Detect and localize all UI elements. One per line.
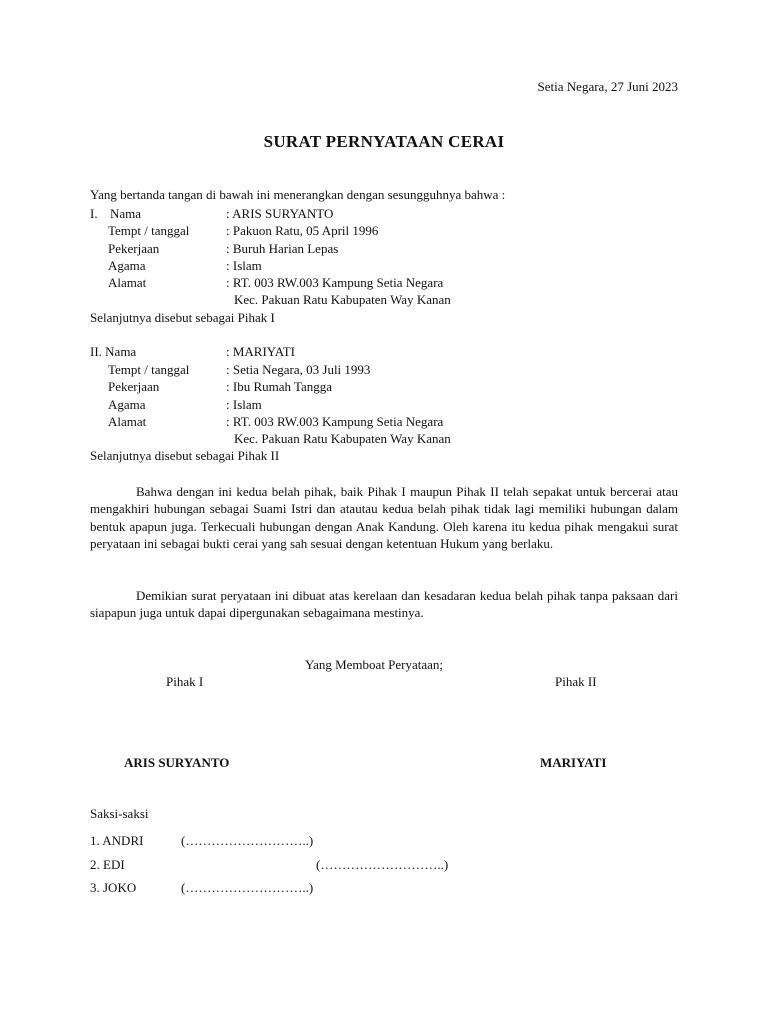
body-paragraph-2 xyxy=(90,587,678,622)
witness-2-blank: (………………………..) xyxy=(316,857,449,872)
signature-left-label: Pihak I xyxy=(166,674,204,689)
party1-label-ttl: Tempt / tanggal xyxy=(108,223,190,238)
party2-label-pekerjaan: Pekerjaan xyxy=(108,379,160,394)
document-title: SURAT PERNYATAAN CERAI xyxy=(263,132,505,151)
party1-alamat-line1: : RT. 003 RW.003 Kampung Setia Negara xyxy=(226,275,444,290)
party1-ttl: : Pakuon Ratu, 05 April 1996 xyxy=(226,223,379,238)
witness-3-blank: (………………………..) xyxy=(181,880,314,895)
body-paragraph-1-text: Bahwa dengan ini kedua belah pihak, baik Pihak I maupun Pihak II telah sepakat untuk bercerai atau mengakhiri hubungan sebagai Suami Istri dan atautau kedua belah pihak tidak lagi memiliki hubungan dalam bentuk apapun juga. Terkecuali hubungan dengan Anak Kandung. Oleh karena itu kedua pihak mengakui surat peryataan ini sebagai bukti cerai yang sah sesuai dengan ketentuan Hukum yang berlaku. xyxy=(90,484,678,552)
party2-agama: : Islam xyxy=(226,397,262,412)
party2-label-nama: II. Nama xyxy=(90,344,137,359)
witness-3-name: 3. JOKO xyxy=(90,880,137,895)
party1-pekerjaan: : Buruh Harian Lepas xyxy=(226,241,339,256)
party1-label-nama: Nama xyxy=(110,206,142,221)
signature-left-name: ARIS SURYANTO xyxy=(124,755,230,770)
witness-1-blank: (………………………..) xyxy=(181,833,314,848)
party1-label-pekerjaan: Pekerjaan xyxy=(108,241,160,256)
party1-agama: : Islam xyxy=(226,258,262,273)
party2-label-agama: Agama xyxy=(108,397,146,412)
witness-2-name: 2. EDI xyxy=(90,857,125,872)
party2-label-ttl: Tempt / tanggal xyxy=(108,362,190,377)
party2-alamat-line1: : RT. 003 RW.003 Kampung Setia Negara xyxy=(226,414,444,429)
party2-alamat-line2: Kec. Pakuan Ratu Kabupaten Way Kanan xyxy=(234,431,451,446)
party2-pekerjaan: : Ibu Rumah Tangga xyxy=(226,379,333,394)
party2-label-alamat: Alamat xyxy=(108,414,147,429)
signature-right-name: MARIYATI xyxy=(540,755,607,770)
party1-label-alamat: Alamat xyxy=(108,275,147,290)
body-paragraph-2-text: Demikian surat peryataan ini dibuat atas kerelaan dan kesadaran kedua belah pihak tanpa paksaan dari siapapun juga untuk dapai dipergunakan sebagaimana mestinya. xyxy=(90,588,678,621)
witnesses-heading: Saksi-saksi xyxy=(90,806,149,821)
intro-text: Yang bertanda tangan di bawah ini menerangkan dengan sesungguhnya bahwa : xyxy=(90,187,506,202)
party2-ttl: : Setia Negara, 03 Juli 1993 xyxy=(226,362,371,377)
party1-number: I. xyxy=(90,206,98,221)
party2-nama: : MARIYATI xyxy=(226,344,295,359)
party1-closing: Selanjutnya disebut sebagai Pihak I xyxy=(90,310,275,325)
party2-closing: Selanjutnya disebut sebagai Pihak II xyxy=(90,448,280,463)
signature-right-label: Pihak II xyxy=(555,674,597,689)
party1-alamat-line2: Kec. Pakuan Ratu Kabupaten Way Kanan xyxy=(234,292,451,307)
party1-label-agama: Agama xyxy=(108,258,146,273)
witness-1-name: 1. ANDRI xyxy=(90,833,144,848)
body-paragraph-1 xyxy=(90,483,678,553)
letter-date: Setia Negara, 27 Juni 2023 xyxy=(537,79,678,94)
signature-heading: Yang Memboat Peryataan; xyxy=(305,657,444,672)
party1-nama: : ARIS SURYANTO xyxy=(226,206,334,221)
